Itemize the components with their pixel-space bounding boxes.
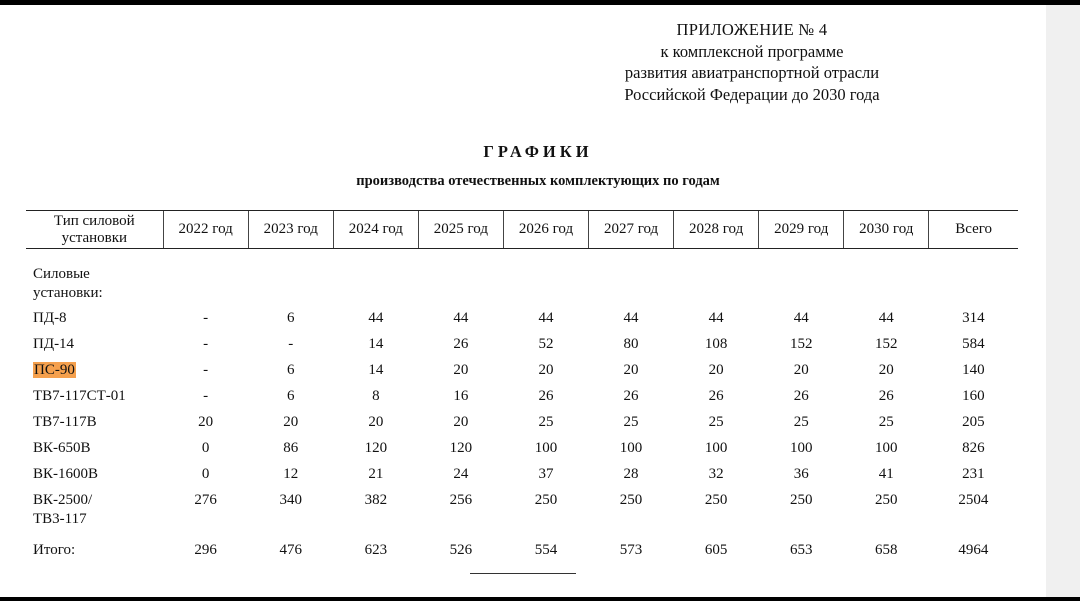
value-cell: 25: [708, 413, 724, 430]
value-cell: 250: [534, 492, 558, 508]
value-cell: 12: [283, 465, 299, 482]
row-label: ПД-8: [33, 309, 67, 326]
header-cell: Тип силовой установки: [26, 211, 163, 249]
bottom-rule: [470, 573, 576, 574]
value-cell: 160: [962, 387, 985, 404]
value-cell: 231: [962, 465, 985, 482]
value-cell: 20: [283, 413, 299, 430]
value-cell: -: [203, 361, 209, 378]
value-cell: 26: [623, 387, 639, 404]
value-cell: 623: [364, 541, 388, 558]
appendix-line-4: Российской Федерации до 2030 года: [624, 84, 880, 104]
appendix-title: ПРИЛОЖЕНИЕ № 4: [676, 20, 828, 39]
header-cell: 2022 год: [163, 211, 248, 249]
document-page: [0, 5, 1046, 597]
row-label: ВК-2500/ ТВ3-117: [33, 492, 93, 527]
value-cell: 250: [875, 492, 898, 508]
value-cell: 573: [619, 541, 643, 558]
value-cell: 44: [708, 309, 724, 326]
value-cell: 14: [368, 335, 384, 352]
value-cell: 20: [453, 413, 469, 430]
value-cell: 16: [453, 387, 469, 404]
value-cell: 36: [793, 465, 809, 482]
group-row: [26, 265, 1018, 305]
value-cell: 20: [453, 361, 469, 378]
production-table: [26, 210, 1018, 563]
header-cell: 2030 год: [844, 211, 929, 249]
value-cell: 86: [283, 439, 299, 456]
value-cell: 26: [708, 387, 724, 404]
table-row: [26, 461, 1018, 487]
value-cell: 25: [878, 413, 894, 430]
value-cell: 554: [534, 541, 558, 558]
table-row: [26, 383, 1018, 409]
row-label: ТВ7-117В: [33, 413, 97, 430]
value-cell: 826: [962, 439, 985, 456]
scroll-gutter: [1046, 5, 1080, 597]
value-cell: 20: [623, 361, 639, 378]
value-cell: 340: [279, 492, 302, 508]
value-cell: 100: [619, 439, 643, 456]
value-cell: 6: [286, 309, 295, 326]
table-row: [26, 435, 1018, 461]
value-cell: 476: [279, 541, 302, 558]
row-label: ПД-14: [33, 335, 75, 352]
value-cell: 20: [878, 361, 894, 378]
header-cell: 2026 год: [503, 211, 588, 249]
value-cell: 52: [538, 335, 554, 352]
value-cell: 250: [704, 492, 728, 508]
row-label: ВК-1600В: [33, 465, 99, 482]
table-row: [26, 357, 1018, 383]
value-cell: -: [288, 335, 294, 352]
value-cell: 20: [368, 413, 384, 430]
table-row: [26, 305, 1018, 331]
value-cell: 0: [201, 439, 210, 456]
value-cell: 100: [534, 439, 558, 456]
value-cell: 276: [194, 492, 217, 508]
appendix-header: [552, 19, 952, 105]
document-subtitle: производства отечественных комплектующих по годам: [356, 173, 720, 189]
value-cell: 80: [623, 335, 639, 352]
value-cell: 20: [198, 413, 214, 430]
value-cell: -: [203, 335, 209, 352]
table-row: [26, 487, 1018, 531]
value-cell: 2504: [958, 492, 989, 508]
value-cell: 14: [368, 361, 384, 378]
value-cell: 250: [789, 492, 813, 508]
value-cell: 250: [619, 492, 643, 508]
value-cell: 44: [538, 309, 554, 326]
table-header-row: [26, 211, 1018, 249]
value-cell: 100: [875, 439, 898, 456]
document-title: ГРАФИКИ: [483, 142, 593, 161]
value-cell: 44: [878, 309, 894, 326]
row-label: [26, 357, 163, 383]
value-cell: 152: [875, 335, 898, 352]
value-cell: 0: [201, 465, 210, 482]
appendix-line-2: к комплексной программе: [660, 41, 844, 61]
value-cell: 20: [708, 361, 724, 378]
value-cell: 205: [962, 413, 985, 430]
value-cell: 25: [623, 413, 639, 430]
value-cell: 605: [704, 541, 728, 558]
header-cell: 2028 год: [674, 211, 759, 249]
value-cell: 100: [704, 439, 728, 456]
header-cell: 2024 год: [333, 211, 418, 249]
appendix-line-3: развития авиатранспортной отрасли: [624, 63, 880, 82]
value-cell: 41: [878, 465, 894, 482]
value-cell: 256: [449, 492, 473, 508]
value-cell: 24: [453, 465, 469, 482]
value-cell: 25: [793, 413, 809, 430]
value-cell: 20: [793, 361, 809, 378]
value-cell: 20: [538, 361, 554, 378]
value-cell: 382: [364, 492, 388, 508]
header-cell: 2023 год: [248, 211, 333, 249]
value-cell: 44: [793, 309, 809, 326]
value-cell: -: [203, 309, 209, 326]
value-cell: 28: [623, 465, 639, 482]
value-cell: 314: [962, 309, 985, 326]
value-cell: -: [203, 387, 209, 404]
value-cell: 32: [708, 465, 724, 482]
header-cell: 2027 год: [589, 211, 674, 249]
value-cell: 584: [962, 335, 985, 352]
value-cell: 21: [368, 465, 384, 482]
value-cell: 37: [538, 465, 554, 482]
value-cell: 526: [449, 541, 473, 558]
value-cell: 26: [453, 335, 469, 352]
row-label: ТВ7-117СТ-01: [33, 387, 126, 404]
value-cell: 108: [704, 335, 728, 352]
value-cell: 44: [453, 309, 469, 326]
value-cell: 653: [789, 541, 813, 558]
header-cell: 2029 год: [759, 211, 844, 249]
group-label: Силовые установки:: [33, 266, 103, 301]
header-cell: 2025 год: [418, 211, 503, 249]
value-cell: 25: [538, 413, 554, 430]
header-cell: Всего: [929, 211, 1018, 249]
value-cell: 100: [789, 439, 813, 456]
row-label: Итого:: [33, 541, 76, 558]
value-cell: 26: [793, 387, 809, 404]
value-cell: 26: [538, 387, 554, 404]
value-cell: 120: [449, 439, 473, 456]
value-cell: 6: [286, 361, 295, 378]
row-label: ВК-650В: [33, 439, 91, 456]
value-cell: 4964: [958, 541, 989, 558]
value-cell: 44: [623, 309, 639, 326]
value-cell: 44: [368, 309, 384, 326]
value-cell: 152: [789, 335, 813, 352]
value-cell: 6: [286, 387, 295, 404]
highlighted-text: ПС-90: [34, 361, 75, 378]
table-row: [26, 409, 1018, 435]
total-row: [26, 531, 1018, 563]
value-cell: 26: [878, 387, 894, 404]
value-cell: 296: [194, 541, 217, 558]
value-cell: 8: [372, 387, 380, 404]
value-cell: 658: [875, 541, 898, 558]
value-cell: 120: [364, 439, 388, 456]
value-cell: 140: [962, 361, 985, 378]
table-row: [26, 331, 1018, 357]
